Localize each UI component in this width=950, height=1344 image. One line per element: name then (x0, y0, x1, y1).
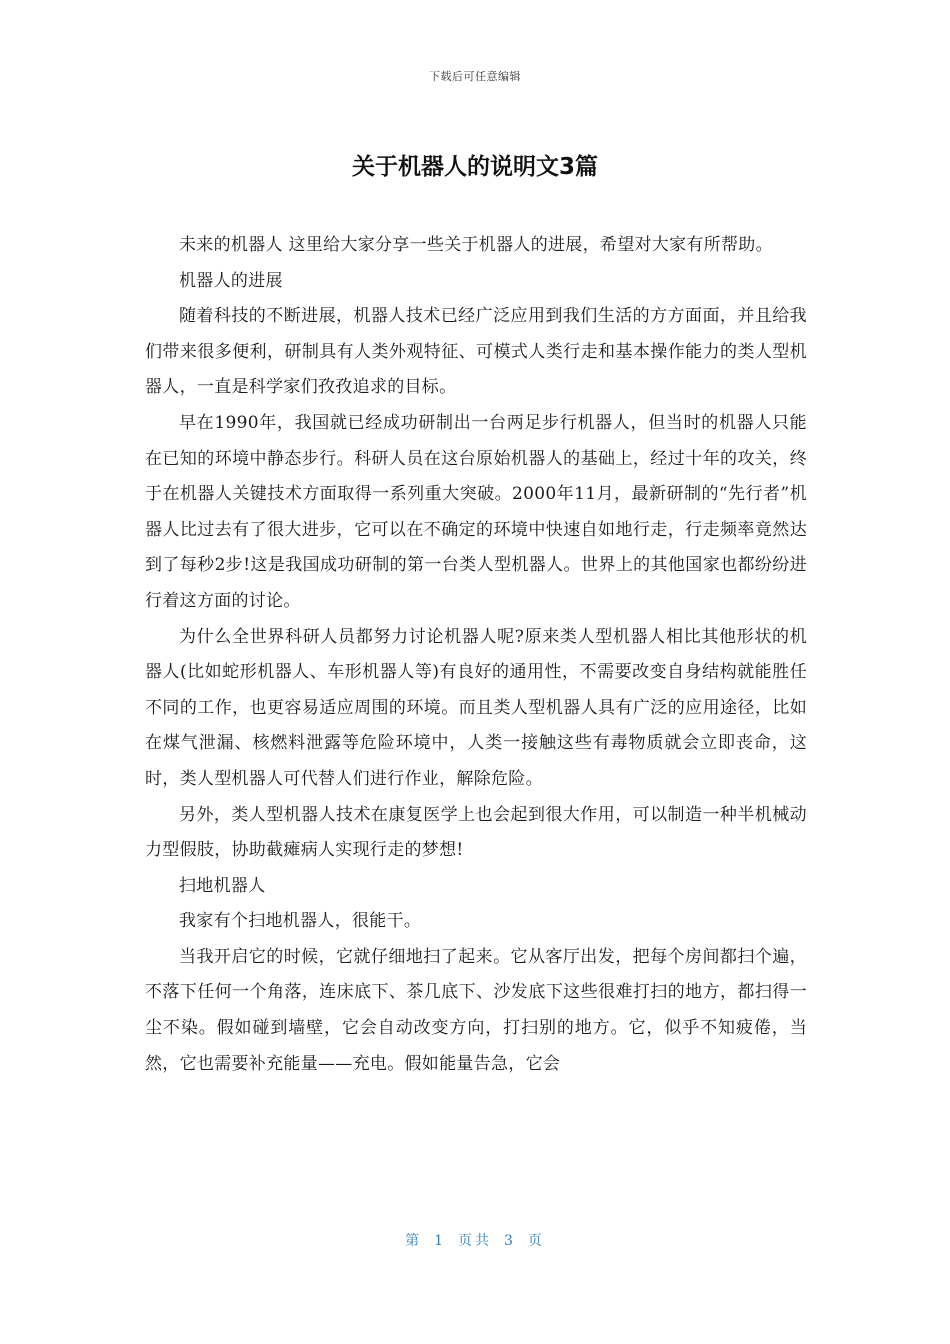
paragraph: 早在1990年，我国就已经成功研制出一台两足步行机器人，但当时的机器人只能在已知的环境中静态步行。科研人员在这台原始机器人的基础上，经过十年的攻关，终于在机器人关键技术方面取得一系列重大突破。2000年11月，最新研制的“先行者”机器人比过去有了很大进步，它可以在不确定的环境中快速自如地行走，行走频率竟然达到了每秒2步!这是我国成功研制的第一台类人型机器人。世界上的其他国家也都纷纷进行着这方面的讨论。 (145, 412, 807, 611)
page-footer (0, 1230, 950, 1250)
current-page-number: 1 (434, 1233, 446, 1249)
paragraph: 我家有个扫地机器人，很能干。 (179, 911, 422, 932)
section-heading-sweeper: 扫地机器人 (179, 875, 266, 896)
paragraph: 当我开启它的时候，它就仔细地扫了起来。它从客厅出发，把每个房间都扫个遍，不落下任何一个角落，连床底下、茶几底下、沙发底下这些很难打扫的地方，都扫得一尘不染。假如碰到墙壁，它会自动改变方向，打扫别的地方。它，似乎不知疲倦，当然，它也需要补充能量——充电。假如能量告急，它会 (145, 946, 807, 1074)
page-label-suffix: 页 (527, 1233, 545, 1249)
paragraph: 另外，类人型机器人技术在康复医学上也会起到很大作用，可以制造一种半机械动力型假肢，协助截瘫病人实现行走的梦想! (145, 804, 807, 861)
document-title: 关于机器人的说明文3篇 (351, 154, 598, 180)
total-pages-number: 3 (504, 1233, 516, 1249)
paragraph-intro: 未来的机器人 这里给大家分享一些关于机器人的进展，希望对大家有所帮助。 (179, 235, 773, 255)
paragraph: 为什么全世界科研人员都努力讨论机器人呢?原来类人型机器人相比其他形状的机器人(比如蛇形机器人、车形机器人等)有良好的通用性，不需要改变自身结构就能胜任不同的工作，也更容易适应周围的环境。而且类人型机器人具有广泛的应用途径，比如在煤气泄漏、核燃料泄露等危险环境中，人类一接触这些有毒物质就会立即丧命，这时，类人型机器人可代替人们进行作业，解除危险。 (145, 626, 807, 789)
document-body (145, 228, 807, 1082)
header-note: 下载后可任意编辑 (429, 70, 521, 83)
page-label-prefix: 第 (405, 1233, 423, 1249)
page-label-middle: 页共 (458, 1233, 492, 1249)
section-heading-progress: 机器人的进展 (179, 270, 283, 291)
paragraph: 随着科技的不断进展，机器人技术已经广泛应用到我们生活的方方面面，并且给我们带来很多便利，研制具有人类外观特征、可模式人类行走和基本操作能力的类人型机器人，一直是科学家们孜孜追求的目标。 (145, 306, 807, 398)
